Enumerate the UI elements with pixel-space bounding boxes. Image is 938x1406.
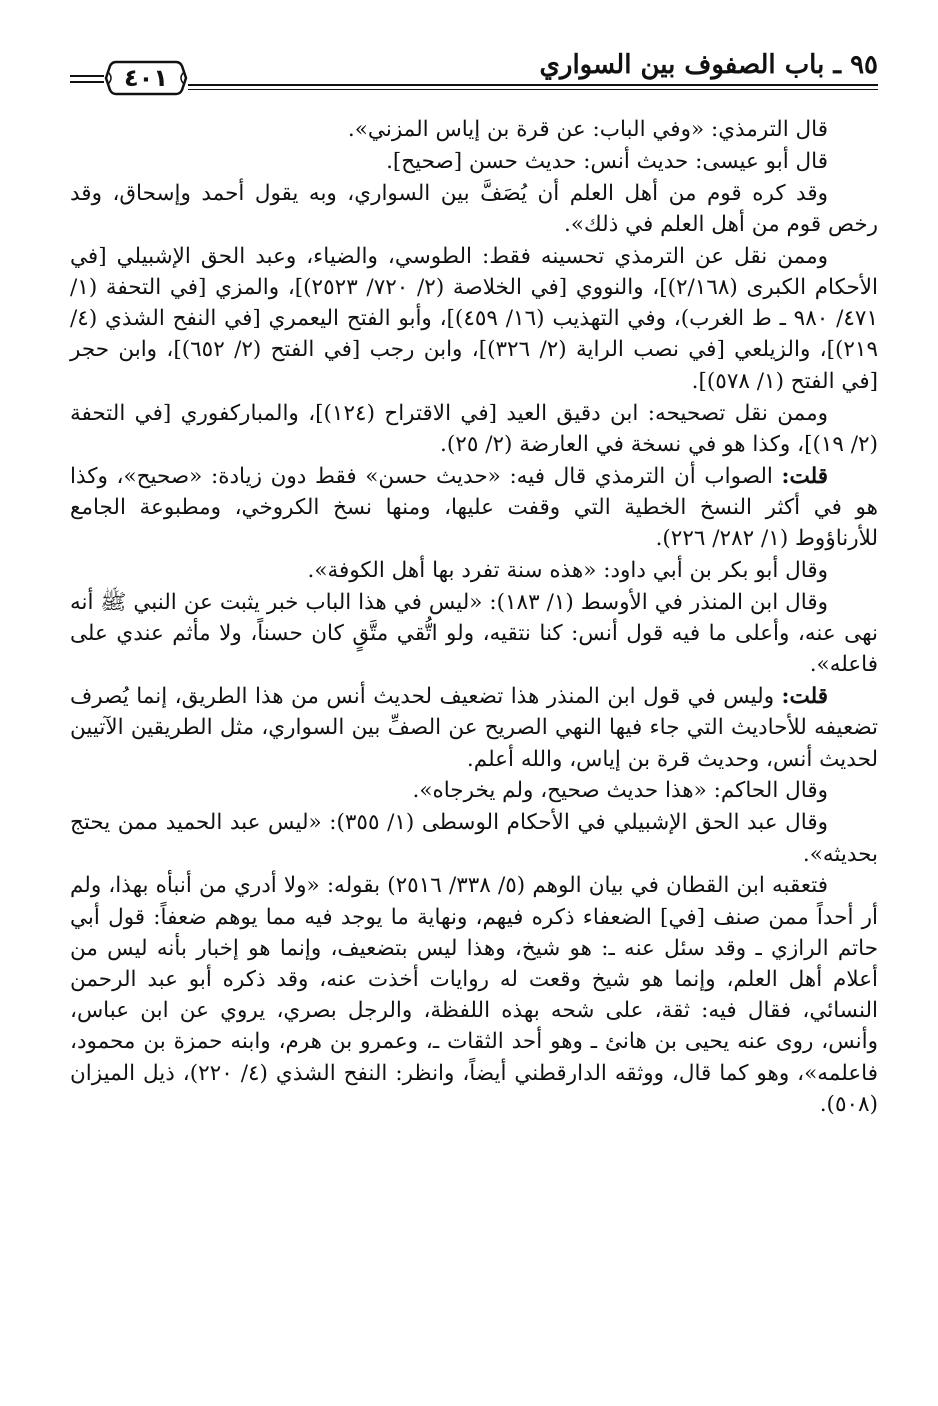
paragraph xyxy=(70,775,878,806)
paragraph-text: الصواب أن الترمذي قال فيه: «حديث حسن» فقط دون زيادة: «صحيح»، وكذا هو في أكثر النسخ الخطية التي وقفت عليها، ومنها نسخ الكروخي، ومطبوعة الجامع للأرناؤوط (١/ ٢٨٢/ ٢٢٦). xyxy=(70,463,878,552)
paragraph xyxy=(70,555,878,586)
paragraph xyxy=(70,114,878,145)
paragraph-text: قال الترمذي: «وفي الباب: عن قرة بن إياس المزني». xyxy=(347,117,828,142)
header-rule xyxy=(188,89,878,90)
paragraph-lead: قلت: xyxy=(781,684,828,710)
paragraph-text: وممن نقل عن الترمذي تحسينه فقط: الطوسي، والضياء، وعبد الحق الإشبيلي [في الأحكام الكبرى (٢/١٦٨)]، والنووي [في الخلاصة (٢/ ٧٢٠/ ٢٥٢٣)]، والمزي [في التحفة (١/ ٤٧١/ ٩٨٠ ـ ط الغرب)، وفي التهذيب (١٦/ ٤٥٩)]، وأبو الفتح اليعمري [في النفح الشذي (٤/ ٢١٩)]، والزيلعي [في نصب الراية (٢/ ٣٢٦)]، وابن رجب [في الفتح (٢/ ٦٥٢)]، وابن حجر [في الفتح (١/ ٥٧٨)]. xyxy=(70,243,879,394)
chapter-title: ٩٥ ـ باب الصفوف بين السواري xyxy=(539,50,878,80)
header-rule xyxy=(70,75,104,77)
paragraph-text: وقال الحاكم: «هذا حديث صحيح، ولم يخرجاه». xyxy=(412,778,828,804)
paragraph xyxy=(70,587,878,681)
paragraph xyxy=(70,807,878,869)
paragraph-text: وقال ابن المنذر في الأوسط (١/ ١٨٣): «ليس في هذا الباب خبر يثبت عن النبي ﷺ أنه نهى عنه، وأعلى ما فيه قول أنس: كنا نتقيه، ولو اتُّقي متَّقٍ كان حسناً، ولا مأثم عندي على فاعله». xyxy=(70,589,878,678)
paragraph xyxy=(70,461,878,555)
page-body xyxy=(70,114,878,1120)
header-rule xyxy=(188,84,878,86)
paragraph-lead: قلت: xyxy=(781,463,828,489)
paragraph xyxy=(70,681,878,775)
page-number: ٤٠١ xyxy=(124,64,168,92)
paragraph xyxy=(70,146,878,177)
header-rule xyxy=(70,81,104,83)
paragraph-text: وقال أبو بكر بن أبي داود: «هذه سنة تفرد بها أهل الكوفة». xyxy=(307,557,828,583)
paragraph xyxy=(70,178,878,240)
paragraph-text: وقد كره قوم من أهل العلم أن يُصَفَّ بين السواري، وبه يقول أحمد وإسحاق، وقد رخص قوم من أهل العلم في ذلك». xyxy=(70,180,878,237)
paragraph-text: فتعقبه ابن القطان في بيان الوهم (٥/ ٣٣٨/ ٢٥١٦) بقوله: «ولا أدري من أنبأه بهذا، ولم أر أحداً ممن صنف [في] الضعفاء ذكره فيهم، ونهاية ما يوجد فيه مما يوهم ضعفاً: قول أبي حاتم الرازي ـ وقد سئل عنه ـ: هو شيخ، وهذا ليس بتضعيف، وإنما هو إخبار بأنه ليس من أعلام أهل العلم، وإنما هو شيخ وقعت له روايات أخذت عنه، وقد ذكره أبو عبد الرحمن النسائي، فقال فيه: ثقة، على شحه بهذه اللفظة، والرجل بصري، يروي عن ابن عباس، وأنس، روى عنه يحيى بن هانئ ـ وهو أحد الثقات ـ، وعمرو بن هرم، وابنه حمزة بن محمود، فاعلمه»، وهو كما قال، ووثقه الدارقطني أيضاً، وانظر: النفح الشذي (٤/ ٢٢٠)، ذيل الميزان (٥٠٨). xyxy=(70,873,878,1117)
paragraph xyxy=(70,241,878,397)
page-number-badge xyxy=(104,58,188,98)
paragraph-text: وممن نقل تصحيحه: ابن دقيق العيد [في الاقتراح (١٢٤)]، والمباركفوري [في التحفة (٢/ ١٩)]، وكذا هو في نسخة في العارضة (٢/ ٢٥). xyxy=(70,400,878,457)
paragraph xyxy=(70,870,878,1120)
paragraph-text: قال أبو عيسى: حديث أنس: حديث حسن [صحيح]. xyxy=(386,148,828,174)
page-header xyxy=(70,48,878,92)
paragraph-text: وقال عبد الحق الإشبيلي في الأحكام الوسطى (١/ ٣٥٥): «ليس عبد الحميد ممن يحتج بحديثه». xyxy=(70,810,878,867)
paragraph-text: وليس في قول ابن المنذر هذا تضعيف لحديث أنس من هذا الطريق، إنما يُصرف تضعيفه للأحاديث التي جاء فيها النهي الصريح عن الصفِّ بين السواري، مثل الطريقين الآتيين لحديث أنس، وحديث قرة بن إياس، والله أعلم. xyxy=(70,684,878,772)
paragraph xyxy=(70,398,878,460)
